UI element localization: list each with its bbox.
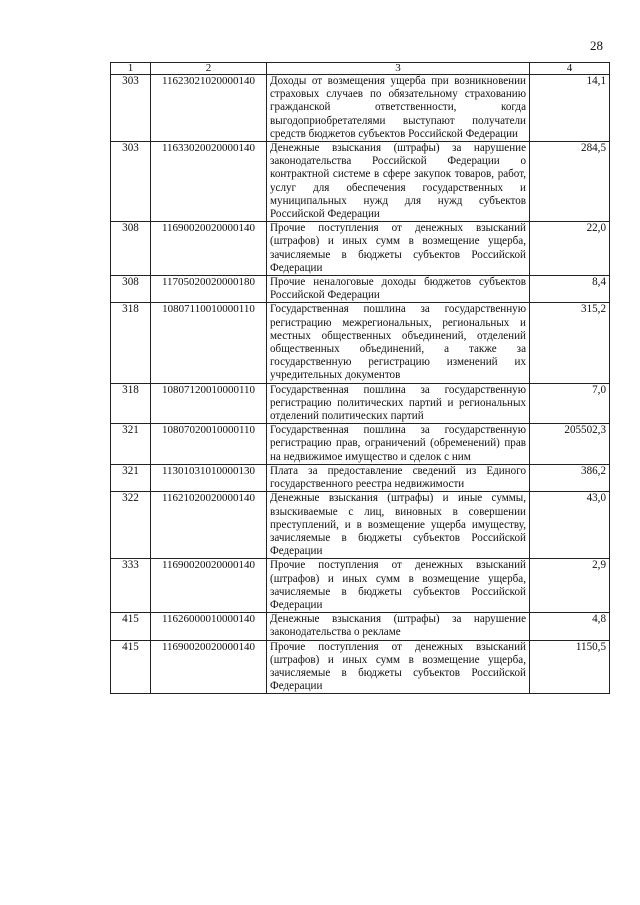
budget-code-cell: 10807110010000110: [151, 303, 267, 383]
description-cell: Государственная пошлина за государственную регистрацию политических партий и региональных отделений политических партий: [267, 383, 530, 424]
budget-code-cell: 11623021020000140: [151, 75, 267, 142]
admin-code-cell: 308: [111, 276, 151, 303]
description-cell: Государственная пошлина за государственную регистрацию прав, ограничений (обременений) прав на недвижимое имущество и сделок с ним: [267, 424, 530, 465]
page-number: 28: [590, 38, 603, 53]
table-row: [111, 383, 610, 424]
table-row: [111, 424, 610, 465]
amount-cell: 4,8: [530, 613, 610, 640]
description-cell: Денежные взыскания (штрафы) за нарушение законодательства о рекламе: [267, 613, 530, 640]
description-cell: Государственная пошлина за государственную регистрацию межрегиональных, региональных и местных общественных объединений, отделений общественных объединений, а также за государственную регистрацию изменений их учредительных документов: [267, 303, 530, 383]
admin-code-cell: 333: [111, 559, 151, 613]
admin-code-cell: 321: [111, 424, 151, 465]
description-cell: Прочие поступления от денежных взысканий (штрафов) и иных сумм в возмещение ущерба, зачисляемые в бюджеты субъектов Российской Федерации: [267, 640, 530, 694]
amount-cell: 14,1: [530, 75, 610, 142]
table-header-row: [111, 63, 610, 75]
amount-cell: 43,0: [530, 492, 610, 559]
table-row: [111, 142, 610, 222]
table-row: [111, 640, 610, 694]
amount-cell: 1150,5: [530, 640, 610, 694]
table-row: [111, 75, 610, 142]
table-row: [111, 492, 610, 559]
amount-cell: 7,0: [530, 383, 610, 424]
table-row: [111, 303, 610, 383]
amount-cell: 284,5: [530, 142, 610, 222]
admin-code-cell: 321: [111, 464, 151, 491]
description-cell: Прочие неналоговые доходы бюджетов субъектов Российской Федерации: [267, 276, 530, 303]
admin-code-cell: 303: [111, 142, 151, 222]
description-cell: Доходы от возмещения ущерба при возникновении страховых случаев по обязательному страхованию гражданской ответственности, когда выгодоприобретателями выступают получатели средств бюджетов субъектов Российской Федерации: [267, 75, 530, 142]
budget-code-cell: 11301031010000130: [151, 464, 267, 491]
table-row: [111, 222, 610, 276]
description-cell: Денежные взыскания (штрафы) и иные суммы, взыскиваемые с лиц, виновных в совершении преступлений, и в возмещение ущерба имуществу, зачисляемые в бюджеты субъектов Российской Федерации: [267, 492, 530, 559]
amount-cell: 22,0: [530, 222, 610, 276]
admin-code-cell: 322: [111, 492, 151, 559]
description-cell: Прочие поступления от денежных взысканий (штрафов) и иных сумм в возмещение ущерба, зачисляемые в бюджеты субъектов Российской Федерации: [267, 222, 530, 276]
column-header-number: 4: [530, 63, 610, 75]
column-header-number: 1: [111, 63, 151, 75]
budget-code-cell: 11690020020000140: [151, 222, 267, 276]
table-row: [111, 464, 610, 491]
budget-code-cell: 11626000010000140: [151, 613, 267, 640]
admin-code-cell: 303: [111, 75, 151, 142]
budget-code-cell: 10807120010000110: [151, 383, 267, 424]
amount-cell: 8,4: [530, 276, 610, 303]
admin-code-cell: 318: [111, 303, 151, 383]
amount-cell: 315,2: [530, 303, 610, 383]
admin-code-cell: 308: [111, 222, 151, 276]
amount-cell: 205502,3: [530, 424, 610, 465]
admin-code-cell: 415: [111, 613, 151, 640]
budget-code-cell: 11690020020000140: [151, 640, 267, 694]
revenue-table: [110, 62, 610, 694]
amount-cell: 386,2: [530, 464, 610, 491]
description-cell: Прочие поступления от денежных взысканий (штрафов) и иных сумм в возмещение ущерба, зачисляемые в бюджеты субъектов Российской Федерации: [267, 559, 530, 613]
budget-code-cell: 11633020020000140: [151, 142, 267, 222]
table-row: [111, 276, 610, 303]
admin-code-cell: 318: [111, 383, 151, 424]
budget-code-cell: 10807020010000110: [151, 424, 267, 465]
description-cell: Плата за предоставление сведений из Единого государственного реестра недвижимости: [267, 464, 530, 491]
budget-code-cell: 11621020020000140: [151, 492, 267, 559]
column-header-number: 2: [151, 63, 267, 75]
admin-code-cell: 415: [111, 640, 151, 694]
table-row: [111, 559, 610, 613]
table-row: [111, 613, 610, 640]
description-cell: Денежные взыскания (штрафы) за нарушение законодательства Российской Федерации о контрактной системе в сфере закупок товаров, работ, услуг для обеспечения государственных и муниципальных нужд для нужд субъектов Российской Федерации: [267, 142, 530, 222]
amount-cell: 2,9: [530, 559, 610, 613]
column-header-number: 3: [267, 63, 530, 75]
budget-code-cell: 11705020020000180: [151, 276, 267, 303]
budget-code-cell: 11690020020000140: [151, 559, 267, 613]
